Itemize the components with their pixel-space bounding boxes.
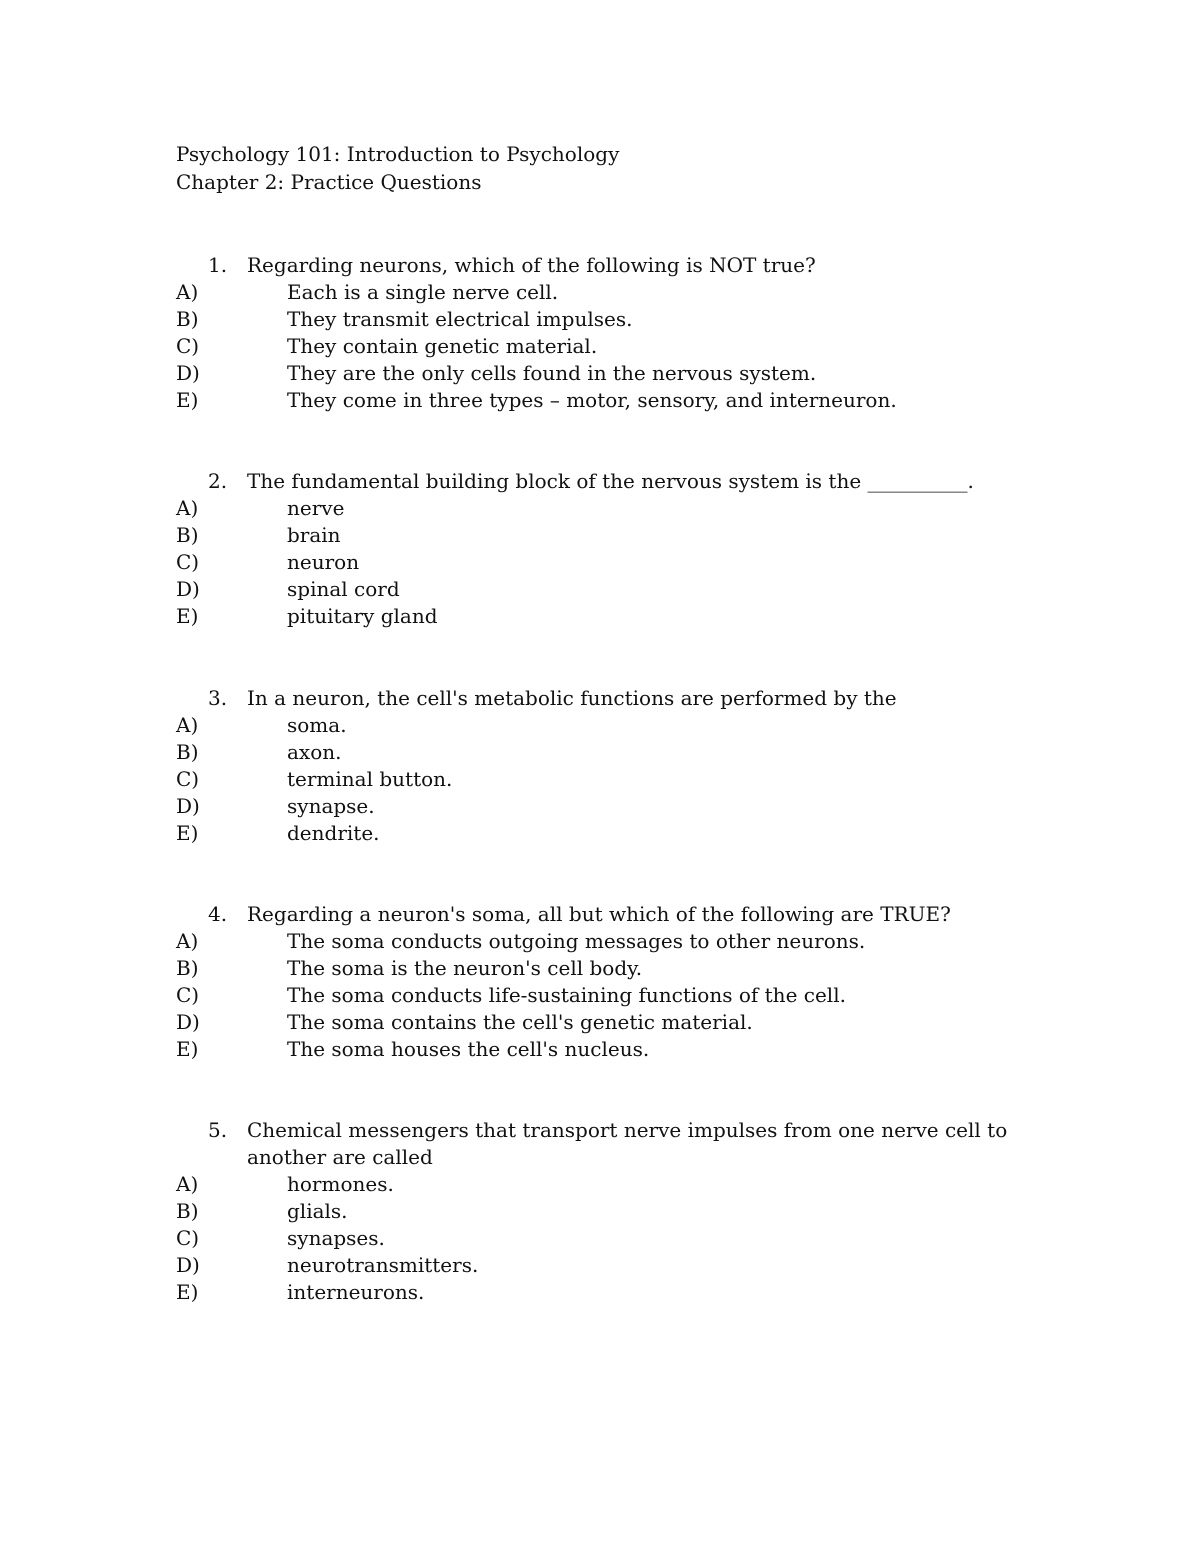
question-text: In a neuron, the cell's metabolic functions are performed by the — [247, 686, 897, 710]
option-d — [0, 576, 1200, 603]
option-b — [0, 522, 1200, 549]
option-text: Each is a single nerve cell. — [287, 280, 559, 304]
question-stem — [0, 685, 1077, 712]
option-text: terminal button. — [287, 767, 453, 791]
question-number: 5. — [208, 1118, 228, 1142]
question-number: 3. — [208, 686, 228, 710]
course-title: Psychology 101: Introduction to Psychology — [176, 142, 620, 166]
option-d — [0, 1252, 1200, 1279]
option-text: spinal cord — [287, 577, 400, 601]
option-letter: E) — [176, 1037, 199, 1061]
option-c — [0, 982, 1200, 1009]
option-text: hormones. — [287, 1172, 394, 1196]
document-header — [176, 140, 619, 196]
option-e — [0, 820, 1200, 847]
question-number: 2. — [208, 469, 228, 493]
option-letter: A) — [176, 929, 199, 953]
option-text: The soma is the neuron's cell body. — [287, 956, 643, 980]
option-text: The soma houses the cell's nucleus. — [287, 1037, 650, 1061]
question-stem — [0, 901, 1077, 928]
option-letter: E) — [176, 604, 199, 628]
option-c — [0, 549, 1200, 576]
option-text: They come in three types – motor, sensory, and interneuron. — [287, 388, 897, 412]
option-letter: D) — [176, 361, 200, 385]
option-letter: C) — [176, 334, 200, 358]
option-text: The soma contains the cell's genetic material. — [287, 1010, 753, 1034]
option-text: pituitary gland — [287, 604, 438, 628]
option-e — [0, 387, 1200, 414]
option-a — [0, 712, 1200, 739]
question-5 — [0, 1117, 1200, 1306]
option-b — [0, 306, 1200, 333]
option-text: nerve — [287, 496, 345, 520]
option-letter: A) — [176, 496, 199, 520]
option-text: They are the only cells found in the nervous system. — [287, 361, 817, 385]
question-number: 4. — [208, 902, 228, 926]
question-text: The fundamental building block of the nervous system is the __________. — [247, 469, 974, 493]
option-a — [0, 1171, 1200, 1198]
option-e — [0, 1036, 1200, 1063]
option-a — [0, 928, 1200, 955]
option-text: dendrite. — [287, 821, 380, 845]
option-text: They contain genetic material. — [287, 334, 598, 358]
option-text: They transmit electrical impulses. — [287, 307, 633, 331]
question-2 — [0, 468, 1200, 630]
option-letter: D) — [176, 794, 200, 818]
option-text: neurotransmitters. — [287, 1253, 479, 1277]
option-e — [0, 1279, 1200, 1306]
question-stem — [0, 468, 1077, 495]
chapter-title: Chapter 2: Practice Questions — [176, 170, 482, 194]
question-stem — [0, 1117, 1077, 1171]
option-a — [0, 279, 1200, 306]
option-letter: A) — [176, 280, 199, 304]
option-text: interneurons. — [287, 1280, 425, 1304]
option-c — [0, 766, 1200, 793]
option-letter: E) — [176, 1280, 199, 1304]
option-b — [0, 739, 1200, 766]
option-letter: C) — [176, 550, 200, 574]
question-3 — [0, 685, 1200, 847]
option-b — [0, 955, 1200, 982]
option-letter: C) — [176, 983, 200, 1007]
option-letter: B) — [176, 740, 199, 764]
option-text: The soma conducts outgoing messages to other neurons. — [287, 929, 866, 953]
option-d — [0, 1009, 1200, 1036]
question-text: Regarding neurons, which of the following is NOT true? — [247, 253, 816, 277]
option-letter: E) — [176, 821, 199, 845]
option-b — [0, 1198, 1200, 1225]
option-letter: B) — [176, 523, 199, 547]
option-letter: D) — [176, 577, 200, 601]
option-a — [0, 495, 1200, 522]
question-text: Regarding a neuron's soma, all but which of the following are TRUE? — [247, 902, 951, 926]
question-4 — [0, 901, 1200, 1063]
option-letter: A) — [176, 1172, 199, 1196]
option-text: synapses. — [287, 1226, 385, 1250]
option-letter: D) — [176, 1253, 200, 1277]
option-text: axon. — [287, 740, 342, 764]
option-text: synapse. — [287, 794, 375, 818]
question-text: Chemical messengers that transport nerve impulses from one nerve cell to another are called — [247, 1118, 1008, 1169]
option-letter: C) — [176, 767, 200, 791]
question-stem — [0, 252, 1077, 279]
option-letter: B) — [176, 1199, 199, 1223]
option-text: soma. — [287, 713, 347, 737]
option-c — [0, 1225, 1200, 1252]
option-letter: B) — [176, 307, 199, 331]
option-d — [0, 793, 1200, 820]
option-letter: C) — [176, 1226, 200, 1250]
option-text: brain — [287, 523, 341, 547]
option-letter: A) — [176, 713, 199, 737]
question-1 — [0, 252, 1200, 414]
option-d — [0, 360, 1200, 387]
question-number: 1. — [208, 253, 228, 277]
option-c — [0, 333, 1200, 360]
option-text: glials. — [287, 1199, 348, 1223]
option-text: neuron — [287, 550, 360, 574]
option-text: The soma conducts life-sustaining functions of the cell. — [287, 983, 846, 1007]
option-e — [0, 603, 1200, 630]
option-letter: D) — [176, 1010, 200, 1034]
option-letter: E) — [176, 388, 199, 412]
option-letter: B) — [176, 956, 199, 980]
